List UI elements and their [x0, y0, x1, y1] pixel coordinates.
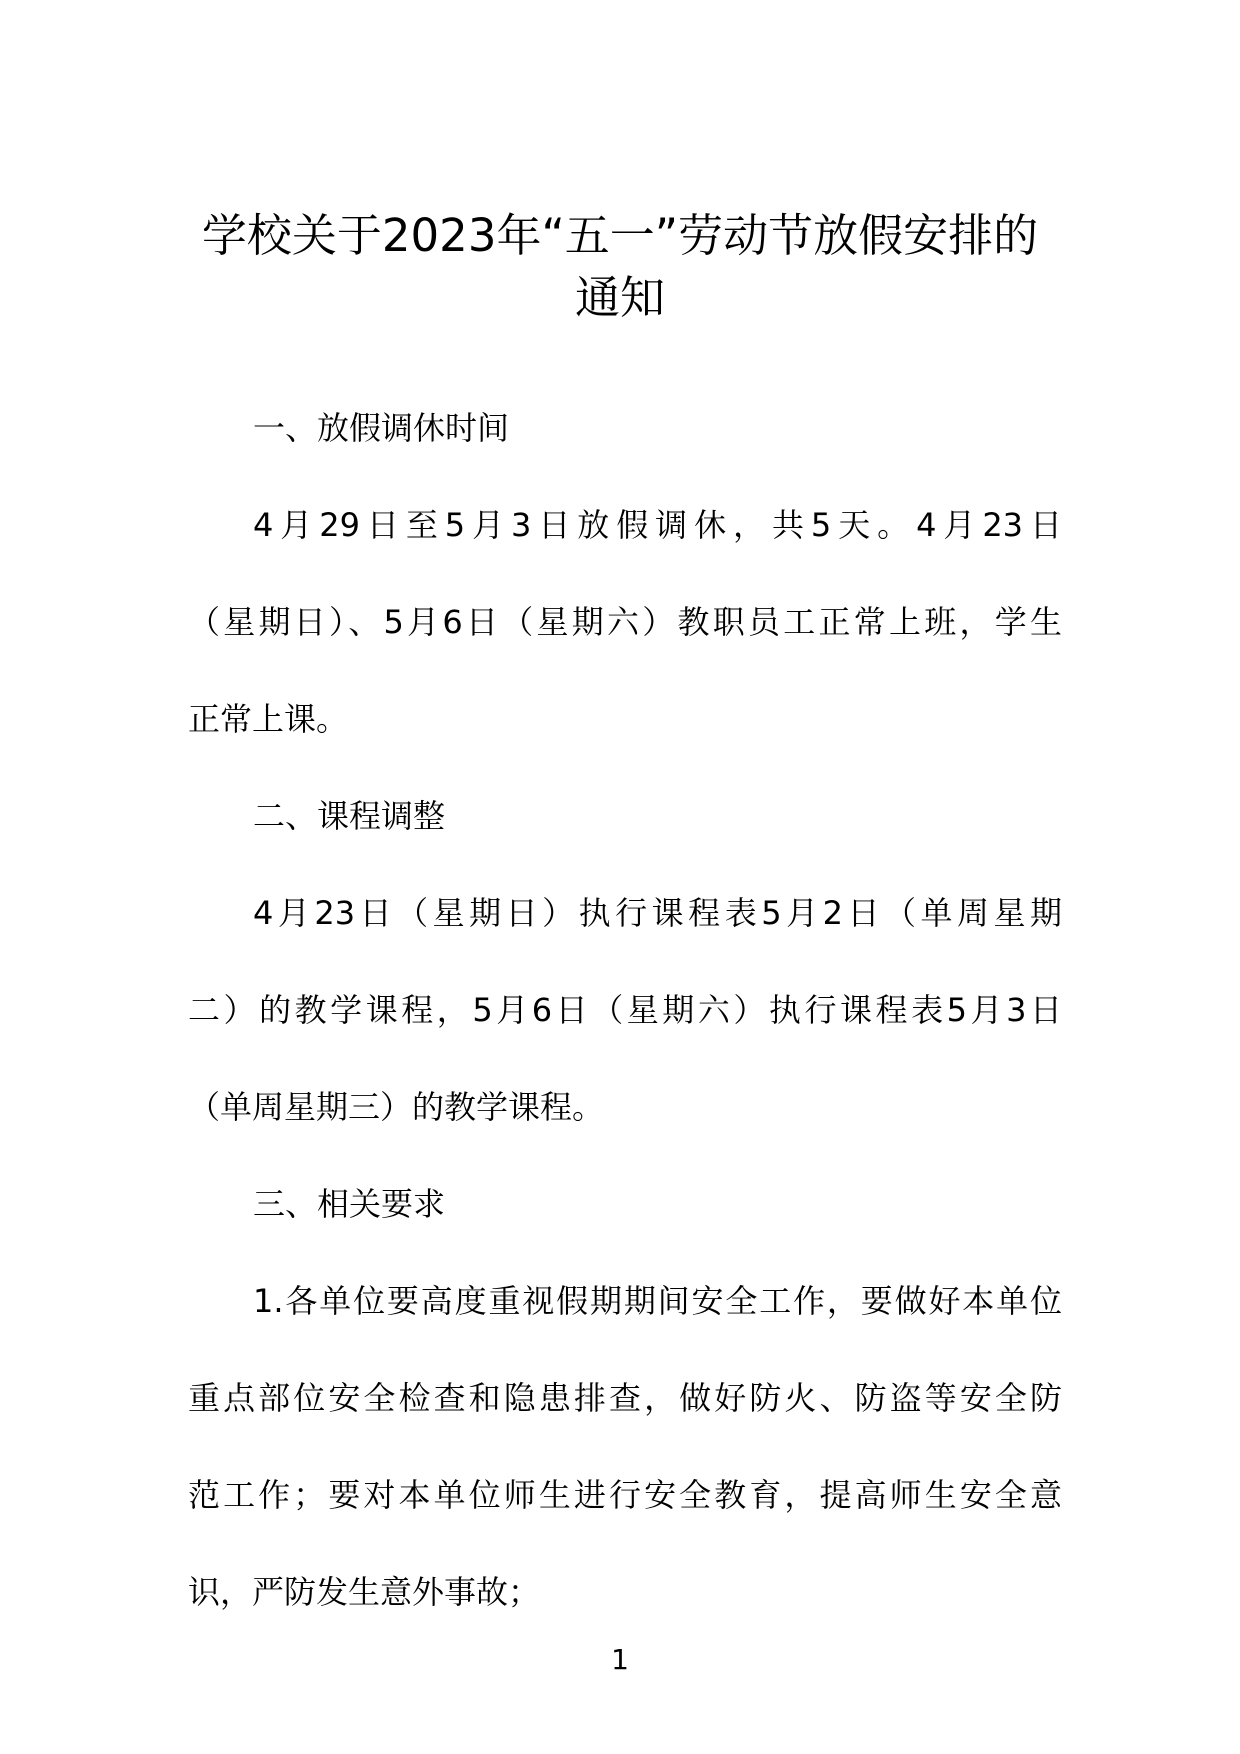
paragraph-line: （单周星期三）的教学课程。 [188, 1088, 605, 1126]
paragraph-line: 重点部位安全检查和隐患排查，做好防火、防盗等安全防 [188, 1379, 1062, 1417]
paragraph-line: 4月23日（星期日）执行课程表5月2日（单周星期 [253, 894, 1062, 932]
paragraph-line: （星期日）、5月6日（星期六）教职员工正常上班，学生 [188, 603, 1062, 641]
document-body [188, 380, 1062, 1641]
section-paragraph-1 [188, 477, 1062, 768]
paragraph-line: 识，严防发生意外事故； [188, 1573, 541, 1611]
paragraph-line: 范工作；要对本单位师生进行安全教育，提高师生安全意 [188, 1476, 1062, 1514]
section-paragraph-3 [188, 1253, 1062, 1641]
paragraph-line: 二）的教学课程，5月6日（星期六）执行课程表5月3日 [188, 991, 1062, 1029]
title-line-1: 学校关于2023年“五一”劳动节放假安排的 [201, 209, 1039, 262]
section-heading-3: 三、相关要求 [253, 1185, 446, 1223]
paragraph-line: 正常上课。 [188, 700, 349, 738]
paragraph-line: 4月29日至5月3日放假调休，共5天。4月23日 [253, 506, 1062, 544]
section-paragraph-2 [188, 865, 1062, 1156]
document-title [170, 205, 1070, 329]
section-heading-1: 一、放假调休时间 [253, 409, 510, 447]
title-line-2: 通知 [574, 271, 665, 324]
paragraph-line: 1.各单位要高度重视假期期间安全工作，要做好本单位 [253, 1282, 1062, 1320]
section-heading-2: 二、课程调整 [253, 797, 446, 835]
page-number: 1 [611, 1643, 629, 1676]
